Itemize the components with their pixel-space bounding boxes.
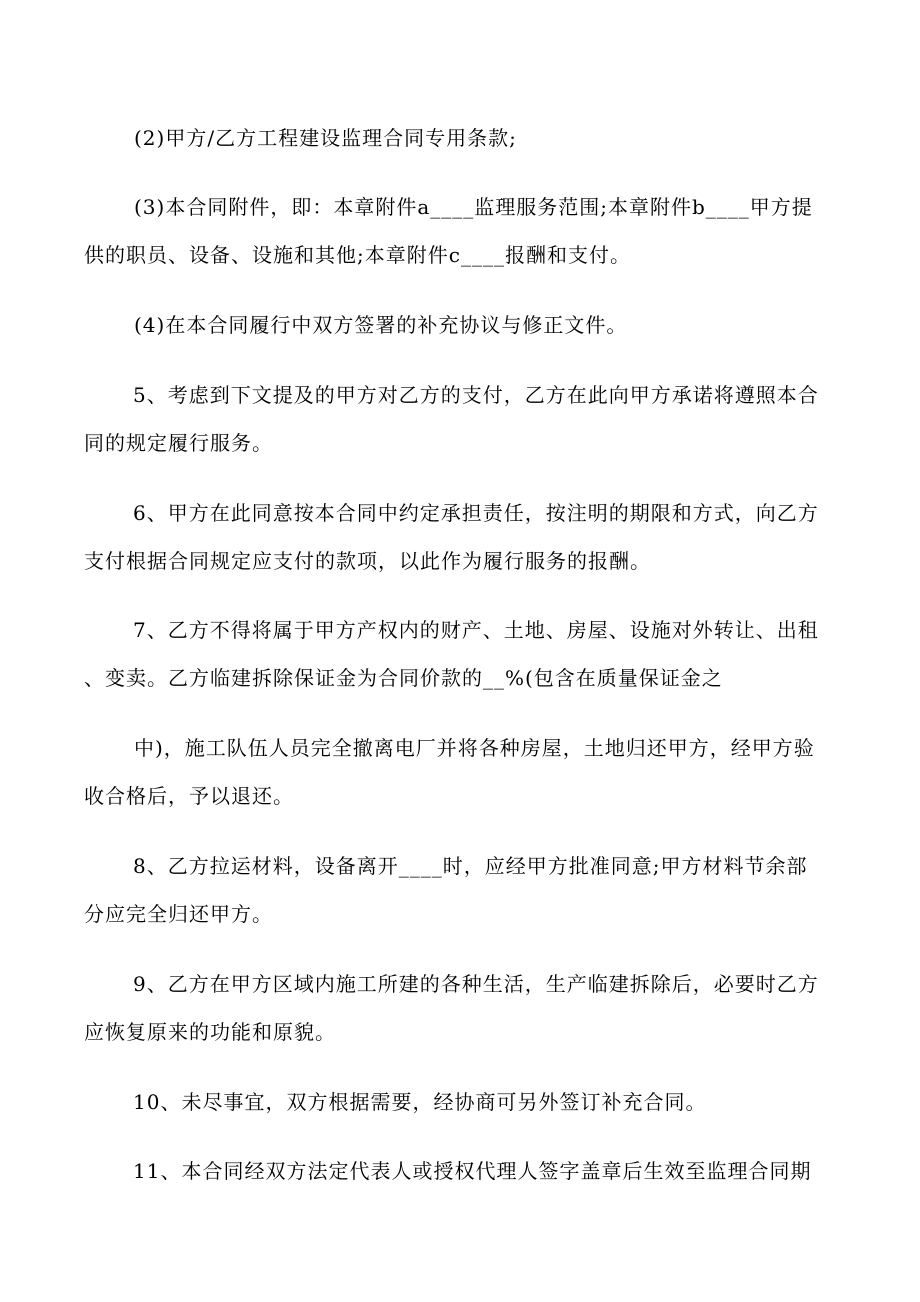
- clause-7-line-1: 7、乙方不得将属于甲方产权内的财产、土地、房屋、设施对外转让、出租: [133, 618, 819, 642]
- clause-7-cont-line-2: 收合格后，予以退还。: [84, 784, 294, 808]
- clause-7-cont-line-1: 中)，施工队伍人员完全撤离电厂并将各种房屋，土地归还甲方，经甲方验: [134, 736, 815, 760]
- clause-6-line-1: 6、甲方在此同意按本合同中约定承担责任，按注明的期限和方式，向乙方: [133, 501, 819, 525]
- clause-2-line-1: (2)甲方/乙方工程建设监理合同专用条款;: [134, 126, 517, 150]
- clause-9-line-1: 9、乙方在甲方区域内施工所建的各种生活，生产临建拆除后，必要时乙方: [133, 972, 819, 996]
- clause-4-line-1: (4)在本合同履行中双方签署的补充协议与修正文件。: [134, 313, 628, 337]
- clause-5-line-2: 同的规定履行服务。: [84, 431, 273, 455]
- clause-11-line-1: 11、本合同经双方法定代表人或授权代理人签字盖章后生效至监理合同期: [133, 1159, 812, 1183]
- clause-7-line-2: 、变卖。乙方临建拆除保证金为合同价款的__%(包含在质量保证金之: [84, 666, 723, 690]
- clause-8-line-1: 8、乙方拉运材料，设备离开____时，应经甲方批准同意;甲方材料节余部: [133, 854, 808, 878]
- clause-10-line-1: 10、未尽事宜，双方根据需要，经协商可另外签订补充合同。: [133, 1090, 707, 1114]
- clause-5-line-1: 5、考虑到下文提及的甲方对乙方的支付，乙方在此向甲方承诺将遵照本合: [133, 383, 819, 407]
- clause-3-line-1: (3)本合同附件，即：本章附件a____监理服务范围;本章附件b____甲方提: [134, 195, 813, 219]
- clause-6-line-2: 支付根据合同规定应支付的款项，以此作为履行服务的报酬。: [84, 549, 651, 573]
- clause-8-line-2: 分应完全归还甲方。: [84, 902, 273, 926]
- clause-3-line-2: 供的职员、设备、设施和其他;本章附件c____报酬和支付。: [84, 243, 631, 267]
- clause-9-line-2: 应恢复原来的功能和原貌。: [84, 1020, 336, 1044]
